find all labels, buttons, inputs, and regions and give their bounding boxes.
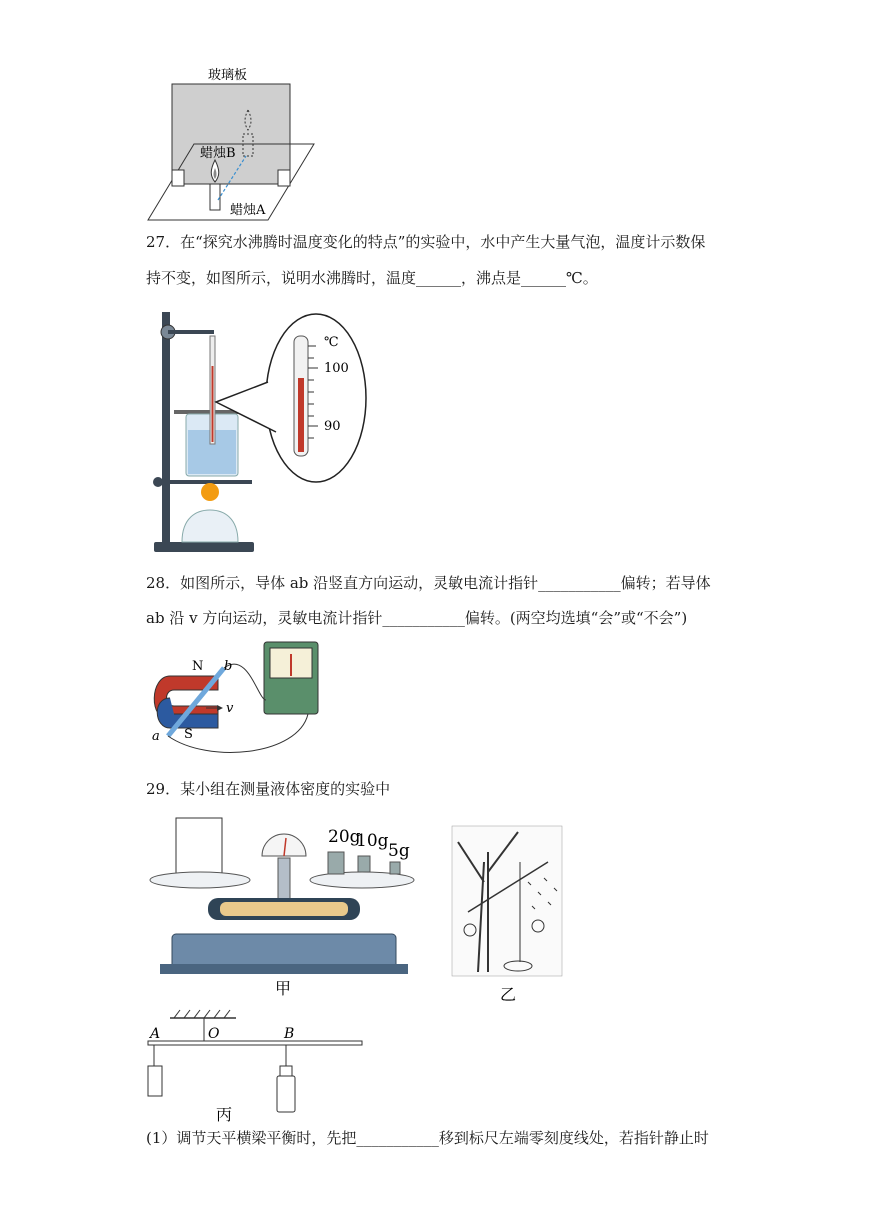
weight-20g: 20g xyxy=(328,827,361,847)
weight-10g: 10g xyxy=(356,831,389,851)
thermo-unit: ℃ xyxy=(324,335,339,350)
thermo-tick-100: 100 xyxy=(324,361,349,376)
end-b-label: b xyxy=(224,659,233,674)
lever-o-label: O xyxy=(208,1026,220,1042)
magnet-figure xyxy=(148,640,328,762)
glass-label: 玻璃板 xyxy=(208,68,248,83)
velocity-label: v xyxy=(226,701,234,716)
well-caption: 乙 xyxy=(500,985,517,1004)
q27-line1: 27．在“探究水沸腾时温度变化的特点”的实验中，水中产生大量气泡，温度计示数保 xyxy=(146,233,706,251)
q28-line2: ab 沿 v 方向运动，灵敏电流计指针___________偏转。(两空均选填“会”或“不会”) xyxy=(146,609,688,627)
glass-plate xyxy=(172,84,290,184)
q28-line1: 28．如图所示，导体 ab 沿竖直方向运动，灵敏电流计指针___________偏转；若导体 xyxy=(146,574,711,592)
candle-a xyxy=(210,184,220,210)
north-label: N xyxy=(192,659,204,674)
q27-line2: 持不变，如图所示，说明水沸腾时，温度______，沸点是______℃。 xyxy=(146,269,598,287)
south-label: S xyxy=(184,727,193,742)
candle-a-label: 蜡烛A xyxy=(230,203,266,218)
q29-part1-line1: (1）调节天平横梁平衡时，先把___________移到标尺左端零刻度线处，若指针静止时 xyxy=(146,1129,709,1147)
lever-caption: 丙 xyxy=(216,1105,233,1124)
q29-line1: 29．某小组在测量液体密度的实验中 xyxy=(146,780,391,798)
thermo-tick-90: 90 xyxy=(324,419,341,434)
well-figure xyxy=(448,822,566,1004)
candle-b-label: 蜡烛B xyxy=(200,146,236,161)
candle-figure xyxy=(146,62,316,222)
balance-caption: 甲 xyxy=(275,979,292,998)
end-a-label: a xyxy=(152,729,160,744)
lever-figure xyxy=(146,1008,366,1126)
balance-figure xyxy=(146,814,422,998)
weight-5g: 5g xyxy=(388,841,410,861)
boiling-figure xyxy=(148,306,368,556)
lever-b-label: B xyxy=(284,1026,295,1042)
lever-a-label: A xyxy=(150,1026,161,1042)
